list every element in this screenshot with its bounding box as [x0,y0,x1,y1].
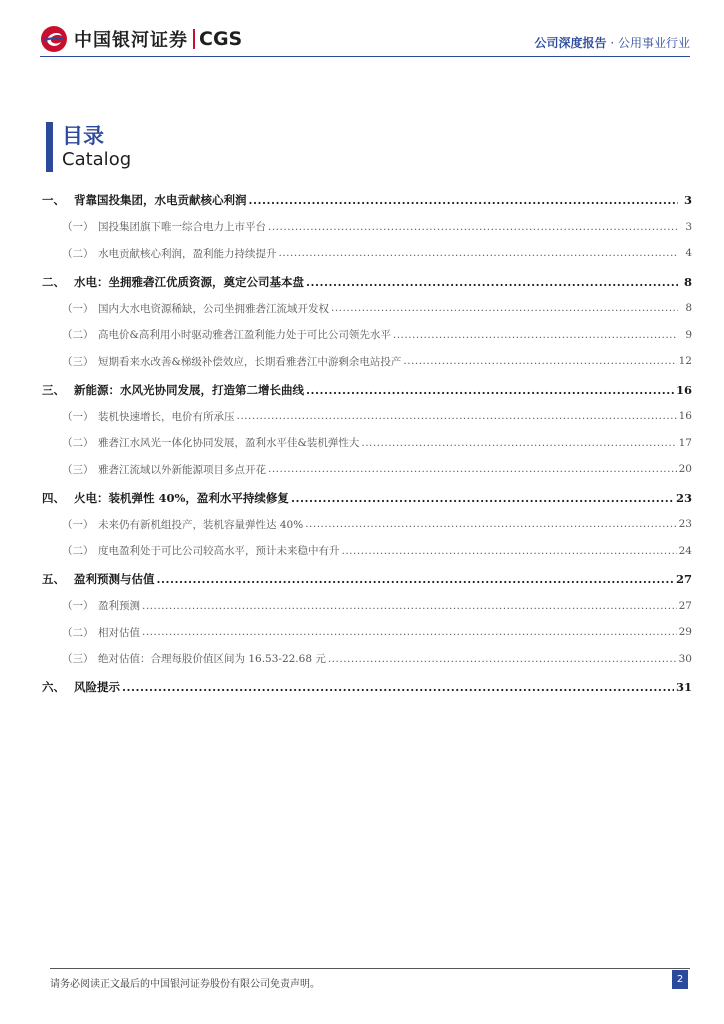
toc-section-entry[interactable] [42,456,692,483]
toc-entry-page: 23 [675,490,692,505]
toc-entry-title: 水电贡献核心利润，盈利能力持续提升 [98,247,277,260]
toc-entry-title: 未来仍有新机组投产，装机容量弹性达 40% [98,518,304,531]
toc-dot-leader [237,410,677,422]
industry-label: 公用事业行业 [617,36,690,50]
toc-entry-title: 盈利预测与估值 [74,572,155,587]
toc-entry-number: （二） [62,545,94,558]
toc-entry-title: 雅砻江水风光一体化协同发展，盈利水平佳&装机弹性大 [98,437,360,450]
toc-entry-page: 29 [678,626,692,639]
report-category [535,34,690,51]
toc-dot-leader [268,463,677,475]
toc-entry-title: 水电：坐拥雅砻江优质资源，奠定公司基本盘 [74,274,304,289]
toc-entry-title: 国投集团旗下唯一综合电力上市平台 [98,221,266,234]
toc-section-entry[interactable] [42,403,692,430]
toc-entry-number: （一） [62,518,94,531]
toc-entry-page: 27 [678,599,692,612]
catalog-accent-bar [46,122,53,172]
toc-dot-leader [122,680,674,694]
toc-section-entry[interactable] [42,295,692,322]
toc-entry-title: 国内大水电资源稀缺，公司坐拥雅砻江流域开发权 [98,302,329,315]
toc-entry-number: （二） [62,626,94,639]
toc-entry-number: （三） [62,653,94,666]
toc-chapter-entry[interactable] [42,187,692,214]
header-separator: · [606,36,618,50]
page-number: 2 [672,970,688,989]
catalog-title-en: Catalog [62,149,132,170]
toc-chapter-entry[interactable] [42,674,692,701]
toc-dot-leader [393,329,678,341]
toc-entry-number: （二） [62,437,94,450]
toc-entry-number: （一） [62,410,94,423]
toc-entry-number: （二） [62,247,94,260]
toc-dot-leader [157,572,674,586]
toc-section-entry[interactable] [42,322,692,349]
toc-entry-number: 一、 [42,193,65,208]
toc-entry-number: 三、 [42,382,65,397]
toc-entry-number: （二） [62,329,94,342]
toc-dot-leader [361,437,676,449]
toc-dot-leader [342,545,677,557]
toc-entry-page: 16 [678,410,692,423]
toc-section-entry[interactable] [42,593,692,620]
toc-entry-title: 雅砻江流域以外新能源项目多点开花 [98,463,266,476]
toc-entry-number: 五、 [42,572,65,587]
table-of-contents [42,187,692,701]
toc-entry-number: 二、 [42,274,65,289]
toc-section-entry[interactable] [42,240,692,267]
toc-entry-title: 相对估值 [98,626,140,639]
toc-entry-title: 新能源：水风光协同发展，打造第二增长曲线 [74,382,304,397]
logo-english-name: CGS [199,28,243,50]
toc-entry-page: 31 [675,680,692,695]
toc-chapter-entry[interactable] [42,566,692,593]
toc-entry-number: （一） [62,600,94,613]
header-rule [40,56,690,57]
toc-entry-title: 度电盈利处于可比公司较高水平，预计未来稳中有升 [98,545,340,558]
cgs-logo-icon [40,25,68,53]
report-type: 公司深度报告 [534,36,607,50]
footer-rule [50,968,690,969]
toc-entry-title: 短期看来水改善&梯级补偿效应，长期看雅砻江中游剩余电站投产 [98,355,402,368]
toc-entry-title: 背靠国投集团，水电贡献核心利润 [74,193,247,208]
logo-chinese-name: 中国银河证券 [74,30,188,51]
toc-entry-page: 30 [678,652,692,665]
toc-entry-page: 17 [678,436,692,449]
toc-section-entry[interactable] [42,538,692,565]
toc-entry-number: 六、 [42,680,65,695]
toc-entry-number: （一） [62,302,94,315]
toc-entry-number: （三） [62,355,94,368]
toc-dot-leader [142,626,677,638]
toc-entry-page: 9 [685,328,692,341]
toc-chapter-entry[interactable] [42,269,692,296]
toc-dot-leader [331,302,678,314]
toc-entry-title: 装机快速增长，电价有所承压 [98,410,235,423]
toc-dot-leader [328,653,677,665]
toc-entry-number: （三） [62,463,94,476]
toc-dot-leader [142,600,677,612]
toc-entry-page: 23 [678,518,692,531]
toc-dot-leader [268,221,678,233]
toc-entry-page: 24 [678,544,692,557]
toc-dot-leader [279,247,679,259]
footer-disclaimer: 请务必阅读正文最后的中国银河证券股份有限公司免责声明。 [50,979,320,990]
toc-entry-title: 高电价&高利用小时驱动雅砻江盈利能力处于可比公司领先水平 [98,329,391,342]
toc-section-entry[interactable] [42,646,692,673]
toc-chapter-entry[interactable] [42,377,692,404]
toc-dot-leader [291,491,674,505]
catalog-title-cn: 目录 [62,124,104,148]
toc-entry-page: 3 [683,193,692,208]
toc-entry-page: 8 [683,274,692,289]
toc-entry-page: 8 [685,302,692,315]
toc-dot-leader [249,193,679,207]
toc-entry-page: 3 [685,220,692,233]
toc-dot-leader [306,383,674,397]
toc-section-entry[interactable] [42,430,692,457]
logo-divider [193,29,195,49]
toc-entry-page: 16 [675,382,692,397]
toc-entry-number: （一） [62,221,94,234]
toc-dot-leader [403,355,676,367]
toc-section-entry[interactable] [42,214,692,241]
page-header [0,0,724,62]
toc-chapter-entry[interactable] [42,485,692,512]
company-logo [40,24,242,54]
toc-entry-page: 27 [675,572,692,587]
toc-entry-title: 火电：装机弹性 40%，盈利水平持续修复 [74,490,289,505]
toc-entry-title: 盈利预测 [98,600,140,613]
toc-entry-number: 四、 [42,490,65,505]
toc-section-entry[interactable] [42,348,692,375]
toc-entry-title: 绝对估值：合理每股价值区间为 16.53-22.68 元 [98,653,326,666]
toc-entry-page: 12 [678,355,692,368]
toc-entry-page: 20 [678,463,692,476]
toc-section-entry[interactable] [42,511,692,538]
toc-dot-leader [306,275,678,289]
toc-entry-page: 4 [685,247,692,260]
toc-section-entry[interactable] [42,619,692,646]
toc-entry-title: 风险提示 [74,680,120,695]
toc-dot-leader [305,518,676,530]
